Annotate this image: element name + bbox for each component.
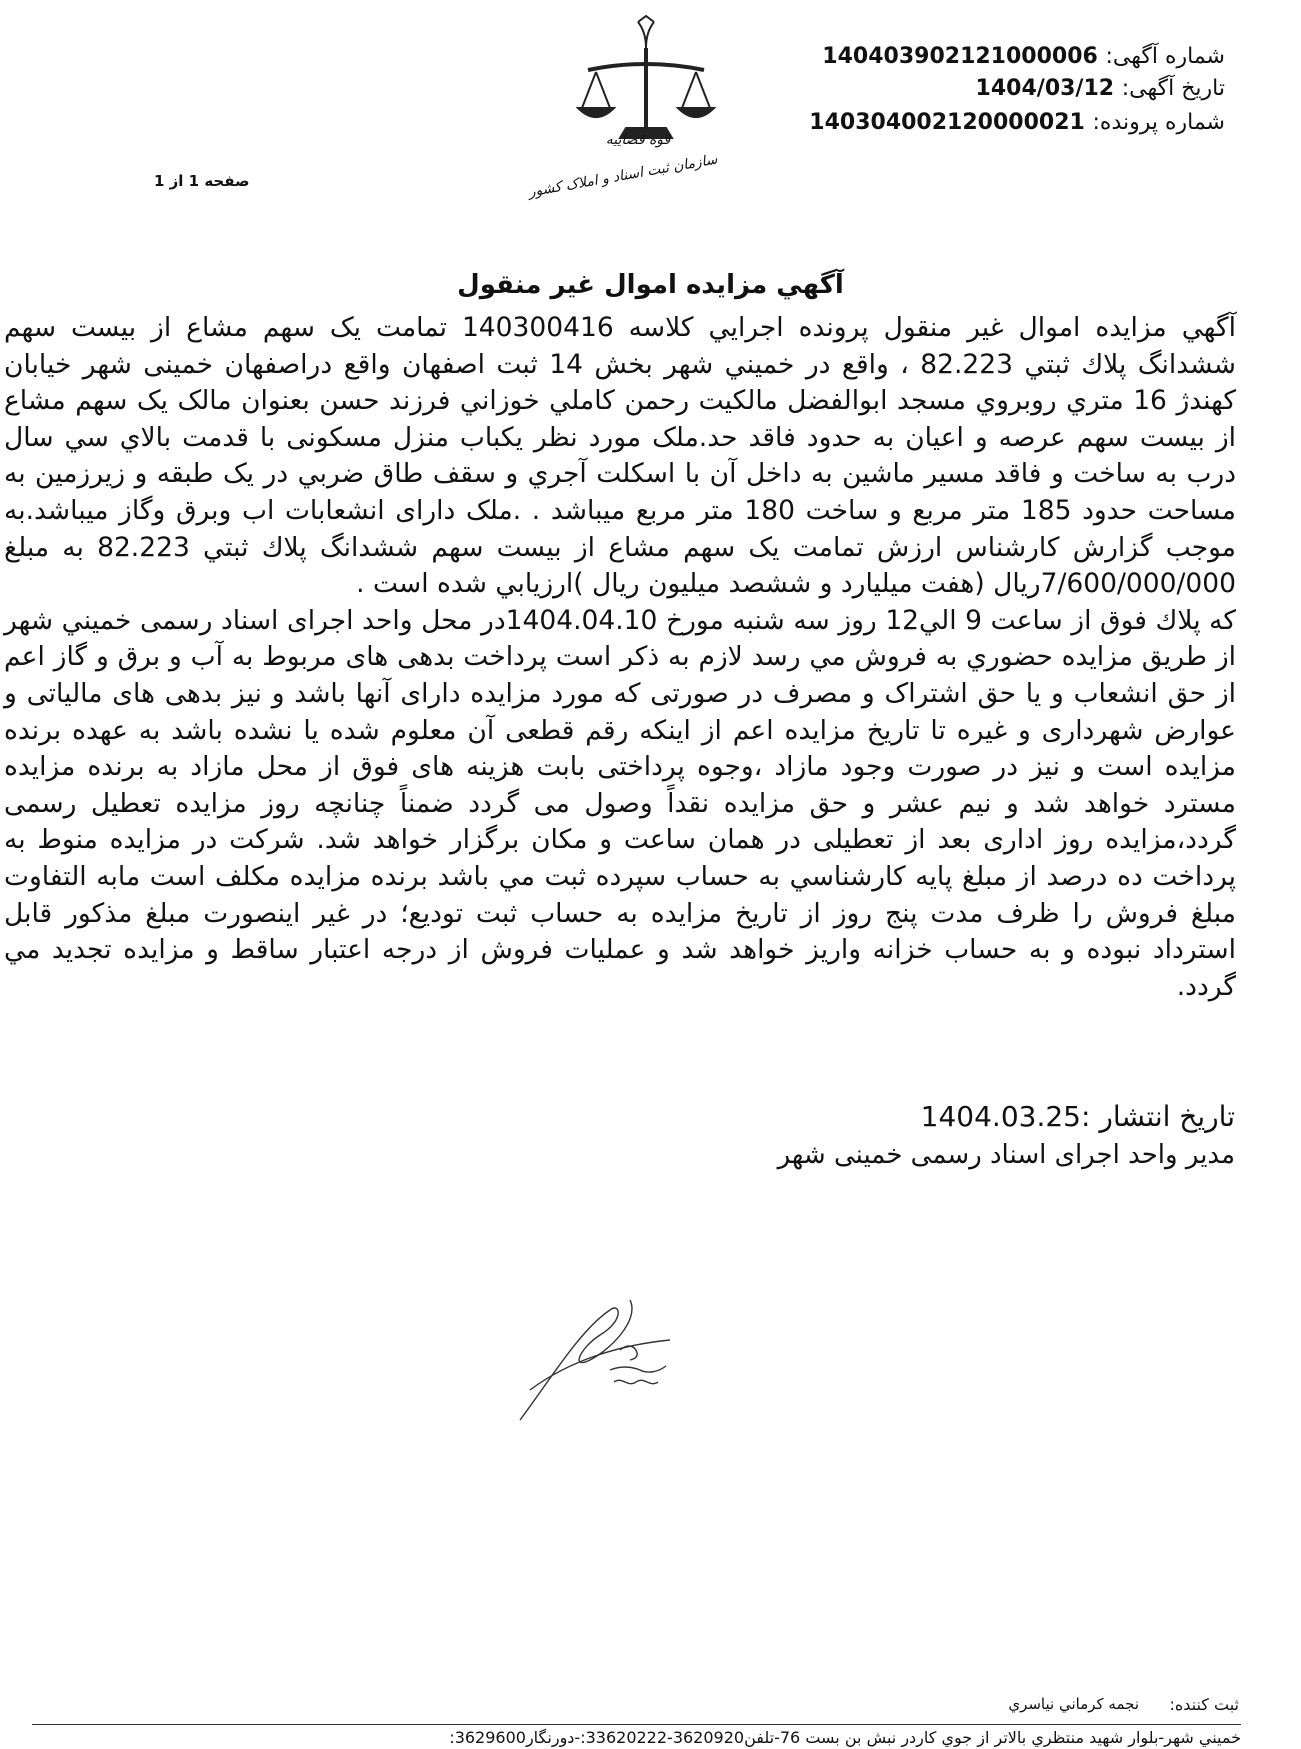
signatory-title: مدير واحد اجرای اسناد رسمی خمینی شهر [777, 1140, 1235, 1170]
ad-date-label: تاریخ آگهی: [1121, 76, 1225, 101]
judiciary-emblem-icon [527, 8, 768, 220]
handwritten-signature [510, 1290, 680, 1430]
file-number-label: شماره پرونده: [1092, 110, 1225, 135]
file-number-line [809, 110, 1225, 135]
logo-line-2: سازمان ثبت اسناد و املاک کشور [527, 151, 719, 201]
office-address: خميني شهر-بلوار شهيد منتظري بالاتر از جوي كاردر نبش بن بست 76-تلفن3620920-33620222:-دورنگار3629600: [449, 1728, 1241, 1747]
publication-date-label: تاريخ انتشار : [1081, 1100, 1235, 1133]
logo-line-1: قوه قضاییه [605, 132, 671, 148]
ad-number-line [822, 44, 1225, 69]
ad-number: 140403902121000006 [822, 44, 1098, 69]
notice-paragraph-1: آگهي مزايده اموال غير منقول پرونده اجرايي كلاسه 140300416 تمامت یک سهم مشاع از بیست سهم ششدانگ پلاك ثبتي 82.223 ، واقع در خميني شهر بخش 14 ثبت اصفهان واقع دراصفهان خمینی شهر خیابان کهندژ 16 متري روبروي مسجد ابوالفضل مالكيت رحمن كاملي خوزاني فرزند حسن بعنوان مالک يک سهم مشاع از بيست سهم عرصه و اعيان به حدود فاقد حد.ملک مورد نظر يکباب منزل مسکونی با قدمت بالاي سي سال درب به ساخت و فاقد مسير ماشين به داخل آن با اسکلت آجري و سقف طاق ضربي در يک طبقه و زيرزمين به مساحت حدود 185 متر مربع و ساخت 180 متر مربع میباشد . .ملک دارای انشعابات اب وبرق وگاز میباشد.به موجب گزارش کارشناس ارزش تمامت یک سهم مشاع از بیست سهم ششدانگ پلاك ثبتي 82.223 به مبلغ 7/600/000/000ريال (هفت ميليارد و ششصد ميليون ريال )ارزيابي شده است . [4, 312, 1237, 600]
publication-date-line [921, 1100, 1235, 1133]
ad-date: 1404/03/12 [975, 76, 1115, 101]
document-title: آگهي مزايده اموال غير منقول [457, 270, 844, 300]
publication-date: 1404.03.25 [920, 1100, 1081, 1133]
registrar-name: نجمه كرماني نياسري [1008, 1695, 1139, 1713]
ad-number-label: شماره آگهی: [1105, 44, 1225, 69]
footer-divider [32, 1724, 1241, 1725]
page-indicator: صفحه 1 از 1 [154, 172, 250, 190]
registrar-label: ثبت کننده: [1169, 1695, 1239, 1714]
notice-body [4, 310, 1236, 1005]
notice-paragraph-2: كه پلاك فوق از ساعت 9 الي12 روز سه شنبه مورخ 1404.04.10در محل واحد اجرای اسناد رسمی خميني شهر از طريق مزايده حضوري به فروش مي رسد لازم به ذكر است پرداخت بدهی های مربوط به آب و برق و گاز اعم از حق انشعاب و یا حق اشتراک و مصرف در صورتی که مورد مزایده دارای آنها باشد و نیز بدهی های مالیاتی و عوارض شهرداری و غیره تا تاریخ مزایده اعم از اینکه رقم قطعی آن معلوم شده یا نشده باشد به عهده برنده مزایده است و نیز در صورت وجود مازاد ،وجوه پرداختی بابت هزینه های فوق از محل مازاد به برنده مزایده مسترد خواهد شد و نیم عشر و حق مزایده نقداً وصول می گردد ضمناً چنانچه روز مزایده تعطیل رسمی گردد،مزایده روز اداری بعد از تعطیلی در همان ساعت و مکان برگزار خواهد شد. شركت در مزايده منوط به پرداخت ده درصد از مبلغ پايه كارشناسي به حساب سپرده ثبت مي باشد برنده مزایده مکلف است مابه التفاوت مبلغ فروش را ظرف مدت پنج روز از تاریخ مزایده به حساب ثبت تودیع؛ در غیر اینصورت مبلغ مذکور قابل استرداد نبوده و به حساب خزانه واریز خواهد شد و عملیات فروش از درجه اعتبار ساقط و مزایده تجدید مي گردد. [4, 604, 1236, 1002]
file-number: 140304002120000021 [809, 110, 1085, 135]
ad-date-line [976, 76, 1225, 101]
